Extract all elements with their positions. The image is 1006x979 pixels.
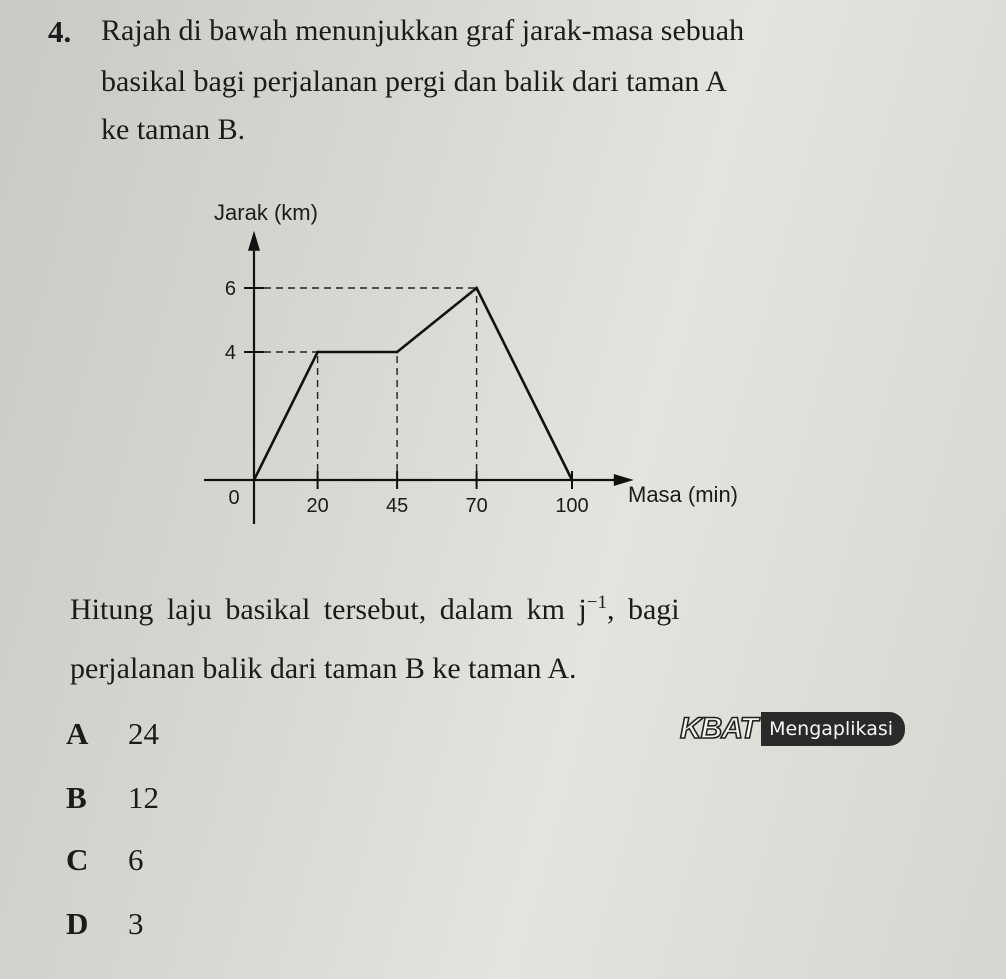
option-letter: C [66,842,89,877]
prompt-text-end: , bagi [606,593,680,626]
data-point [316,351,319,354]
option-value: 24 [128,716,159,751]
x-tick-label: 70 [465,495,488,517]
y-axis-arrow [248,231,260,251]
data-point [253,479,256,482]
question-text-line-2: basikal bagi perjalanan pergi dan balik dari taman A [101,65,727,98]
option-value: 6 [128,842,144,877]
x-tick-label: 45 [385,495,409,517]
option-letter: A [66,716,89,751]
chart-axes [204,231,634,524]
prompt-line-1 [70,592,680,627]
badge-kbat-logo: KBAT [680,712,758,745]
question-number: 4. [48,14,72,49]
y-tick-label: 4 [224,342,236,364]
option-value: 3 [128,906,144,941]
option-letter: D [66,906,89,941]
distance-series [253,287,574,482]
prompt-text: Hitung laju basikal tersebut, dalam km j [70,593,587,626]
y-tick-label: 6 [224,278,236,300]
data-point [571,479,574,482]
badge-label: Mengaplikasi [761,712,905,746]
question-text-line-3: ke taman B. [101,113,246,146]
option-letter: B [66,780,87,815]
data-point [475,287,478,290]
axis-ticks [225,278,589,517]
option-b[interactable] [66,780,159,816]
prompt-exponent: −1 [586,592,607,613]
kbat-badge [680,710,905,748]
distance-time-chart [180,190,780,550]
option-value: 12 [128,780,159,815]
origin-label: 0 [228,487,240,509]
option-d[interactable] [66,906,144,942]
x-tick-label: 20 [306,495,329,517]
guide-lines [264,288,477,471]
prompt-line-2: perjalanan balik dari taman B ke taman A. [70,652,577,685]
x-axis-label: Masa (min) [628,482,739,507]
distance-line [254,288,572,480]
option-a[interactable] [66,716,159,752]
question-text-line-1: Rajah di bawah menunjukkan graf jarak-masa sebuah [101,14,745,47]
x-tick-label: 100 [555,495,589,517]
option-c[interactable] [66,842,144,878]
data-point [396,351,399,354]
y-axis-label: Jarak (km) [214,200,318,225]
